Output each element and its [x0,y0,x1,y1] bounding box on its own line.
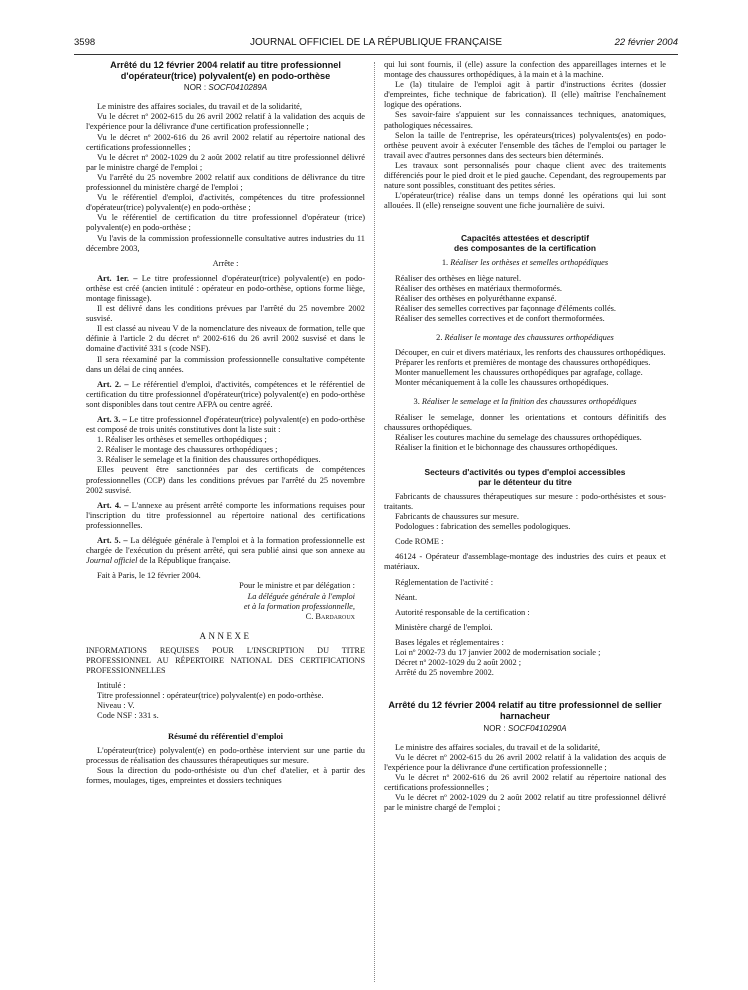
signature-line: Pour le ministre et par délégation : [239,581,355,591]
article-1-paragraph: Il est délivré dans les conditions prévues par l'arrêté du 25 novembre 2002 susvisé. [86,304,365,324]
code-rome-label: Code ROME : [395,537,444,547]
arrete-heading: Arrête : [212,258,239,268]
article-2: Art. 2. – Le référentiel d'emploi, d'activités, compétences et le référentiel de certification du titre professionnel d'opérateur(trice) polyvalent(e) en podo-orthèse sont disponibles dans tout centre AFPA ou centre agréé. [86,379,365,409]
left-column [86,60,365,786]
signature-line: La déléguée générale à l'emploi [247,591,355,601]
preamble-line: Le ministre des affaires sociales, du travail et de la solidarité, [395,742,600,752]
sector-item: Fabricants de chaussures sur mesure. [395,512,519,522]
article-5: Art. 5. – La déléguée générale à l'emploi et à la formation professionnelle est chargée de l'exécution du présent arrêté, qui sera publié ainsi que son annexe au Journal officiel de la République française. [86,536,365,566]
capacity-item: Monter manuellement les chaussures orthopédiques par agrafage, collage. [395,368,643,378]
resume-paragraph: Ses savoir-faire s'appuient sur les connaissances techniques, anatomiques, pathologiques nécessaires. [384,110,666,130]
legal-basis-item: Loi nº 2002-73 du 17 janvier 2002 de modernisation sociale ; [395,648,601,658]
unit-list-item: 3. Réaliser le semelage et la finition des chaussures orthopédiques. [97,455,321,465]
capacity-item: Réaliser des orthèses en polyuréthanne expansé. [395,293,557,303]
niveau: Niveau : V. [97,701,135,711]
authority-label: Autorité responsable de la certification : [395,607,530,617]
second-nor-reference: NOR : SOCF0410290A [483,723,567,733]
capacity-item: Réaliser des semelles correctives par façonnage d'éléments collés. [395,303,617,313]
legal-basis-item: Décret nº 2002-1029 du 2 août 2002 ; [395,658,522,668]
resume-paragraph: Le (la) titulaire de l'emploi agit à partir d'instructions écrites (dossier d'empreintes, fiche technique de fabrication). Il (elle) maîtrise l'enchaînement logique des opérations. [384,80,666,110]
authority-value: Ministère chargé de l'emploi. [395,622,493,632]
capacity-item: Réaliser le semelage, donner les orientations et contours définitifs des chaussures orthopédiques. [384,412,666,432]
article-4: Art. 4. – L'annexe au présent arrêté comporte les informations requises pour l'inscription du titre professionnel au répertoire national des certifications professionnelles. [86,500,365,530]
titre-professionnel: Titre professionnel : opérateur(trice) polyvalent(e) en podo-orthèse. [97,691,324,701]
legal-bases-label: Bases légales et réglementaires : [395,637,504,647]
article-1-paragraph: Il sera réexaminé par la commission professionnelle consultative compétente dans un délai de cinq années. [86,354,365,374]
article-1-paragraph: Il est classé au niveau V de la nomenclature des niveaux de formation, telle que définie à l'article 2 du décret nº 2002-616 du 26 avril 2002 susvisé et dans le domaine d'activité 331 s (code NSF). [86,324,365,354]
unit-2-title: 2. Réaliser le montage des chaussures orthopédiques [436,332,614,342]
code-rome-value: 46124 - Opérateur d'assemblage-montage des industries des cuirs et peaux et matériaux. [384,552,666,572]
preamble-line: Vu le référentiel de certification du titre professionnel d'opérateur (trice) polyvalent(e) en podo-orthèse ; [86,213,365,233]
signatory-name: C. Bardaroux [305,611,355,621]
preamble-line: Vu le décret nº 2002-1029 du 2 août 2002 relatif au titre professionnel délivré par le ministre chargé de l'emploi ; [384,793,666,813]
preamble-line: Vu le décret nº 2002-616 du 26 avril 2002 relatif au répertoire national des certifications professionnelles ; [86,132,365,152]
nor-reference: NOR : SOCF0410289A [183,83,268,93]
signature-place-date: Fait à Paris, le 12 février 2004. [97,571,201,581]
right-column [384,60,666,813]
article-3: Art. 3. – Le titre professionnel d'opérateur(trice) polyvalent(e) en podo-orthèse est composé de trois unités constitutives dont la liste suit : [86,415,365,435]
unit-list-item: 2. Réaliser le montage des chaussures orthopédiques ; [97,445,278,455]
resume-heading: Résumé du référentiel d'emploi [167,730,284,741]
sectors-heading: Secteurs d'activités ou types d'emploi accessibles par le détenteur du titre [424,466,626,487]
capacities-heading: Capacités attestées et descriptif des composantes de la certification [454,233,596,254]
preamble-line: Le ministre des affaires sociales, du travail et de la solidarité, [97,102,302,112]
preamble-line: Vu l'arrêté du 25 novembre 2002 relatif aux conditions de délivrance du titre professionnel du ministère chargé de l'emploi ; [86,172,365,193]
article-1: Art. 1er. – Le titre professionnel d'opérateur(trice) polyvalent(e) en podo-orthèse est créé (ancien intitulé : opérateur en podo-orthèse, options forme liège, montage finissage). [86,273,366,303]
unit-1-title: 1. Réaliser les orthèses et semelles orthopédiques [441,258,609,268]
resume-paragraph: L'opérateur(trice) polyvalent(e) en podo-orthèse intervient sur une partie du processus de réalisation des chaussures thérapeutiques sur mesure. [86,745,365,765]
preamble-line: Vu le référentiel d'emploi, d'activités, compétences du titre professionnel d'opérateur(trice) polyvalent(e) en podo-orthèse ; [86,193,365,213]
capacity-item: Réaliser la finition et le bichonnage des chaussures orthopédiques. [395,442,618,452]
capacity-item: Réaliser des orthèses en matériaux thermoformés. [395,283,562,293]
second-decree-title: Arrêté du 12 février 2004 relatif au titre professionnel de sellier harnacheur [388,700,662,721]
capacity-item: Réaliser des semelles correctives et de confort thermoformées. [395,313,605,323]
page-number: 3598 [74,37,96,48]
resume-paragraph: L'opérateur(trice) réalise dans un temps donné les opérations qui lui sont allouées. Il (elle) renseigne souvent une fiche journalière de suivi. [384,191,666,211]
regulation-label: Réglementation de l'activité : [395,577,494,587]
code-nsf: Code NSF : 331 s. [97,711,159,721]
preamble-line: Vu le décret nº 2002-615 du 26 avril 2002 relatif à la validation des acquis de l'expérience pour la délivrance d'une certification professionnelle ; [384,752,666,772]
unit-list-item: 1. Réaliser les orthèses et semelles orthopédiques ; [97,435,267,445]
intitule-label: Intitulé : [97,681,126,691]
legal-basis-item: Arrêté du 25 novembre 2002. [395,668,494,678]
column-divider [374,62,375,982]
issue-date: 22 février 2004 [614,37,678,48]
sector-item: Fabricants de chaussures thérapeutiques sur mesure : podo-orthésistes et sous-traitants. [384,491,666,511]
capacity-item: Monter mécaniquement à la colle les chaussures orthopédiques. [395,378,609,388]
resume-paragraph: Selon la taille de l'entreprise, les opérateurs(trices) polyvalents(es) en podo-orthèse peuvent avoir à exécuter l'ensemble des tâches de l'emploi ou partager le travail avec d'autres personnes dans des secteurs bien déterminés. [384,130,666,160]
capacity-item: Réaliser des orthèses en liège naturel. [395,273,522,283]
annex-heading: ANNEXE [199,630,252,641]
annex-caption: INFORMATIONS REQUISES POUR L'INSCRIPTION DU TITRE PROFESSIONNEL AU RÉPERTOIRE NATIONAL DES CERTIFICATIONS PROFESSIONNELLES [86,645,365,676]
signature-line: et à la formation professionnelle, [243,601,355,611]
preamble [86,102,365,253]
capacity-item: Réaliser les coutures machine du semelage des chaussures orthopédiques. [395,432,642,442]
header-rule [74,54,678,55]
decree-title: Arrêté du 12 février 2004 relatif au titre professionnel d'opérateur(trice) polyvalent(e) en podo-orthèse [110,60,341,81]
capacity-item: Préparer les renforts et premières de montage des chaussures orthopédiques. [395,358,651,368]
journal-title: JOURNAL OFFICIEL DE LA RÉPUBLIQUE FRANÇAISE [249,37,503,48]
regulation-value: Néant. [395,592,418,602]
preamble-line: Vu le décret nº 2002-615 du 26 avril 2002 relatif à la validation des acquis de l'expérience pour la délivrance d'une certification professionnelle ; [86,112,365,132]
unit-3-title: 3. Réaliser le semelage et la finition des chaussures orthopédiques [413,397,637,407]
article-3-paragraph: Elles peuvent être sanctionnées par des certificats de compétences professionnelles (CCP) dans les conditions prévues par l'arrêté du 25 novembre 2002 susvisé. [86,465,365,495]
page-header [74,37,678,51]
sector-item: Podologues : fabrication des semelles podologiques. [395,522,571,532]
preamble-line: Vu le décret nº 2002-1029 du 2 août 2002 relatif au titre professionnel délivré par le ministre chargé de l'emploi ; [86,152,365,172]
resume-paragraph: Sous la direction du podo-orthésiste ou d'un chef d'atelier, et à partir des formes, moulages, tiges, empreintes et dossiers techniques [86,765,365,785]
preamble-line: Vu le décret nº 2002-616 du 26 avril 2002 relatif au répertoire national des certifications professionnelles ; [384,772,666,792]
capacity-item: Découper, en cuir et divers matériaux, les renforts des chaussures orthopédiques. [395,348,666,358]
second-preamble [384,743,666,814]
resume-continuation: qui lui sont fournis, il (elle) assure la confection des appareillages internes et le montage des chaussures orthopédiques, à la main et à la machine. [384,60,666,80]
preamble-line: Vu l'avis de la commission professionnelle consultative autres industries du 11 décembre 2003, [86,233,365,253]
resume-paragraph: Les travaux sont personnalisés pour chaque client avec des traitements différenciés pour le pied droit et le pied gauche. Cependant, des regroupements par nature sont possibles, constituant des petites séries. [384,160,666,191]
